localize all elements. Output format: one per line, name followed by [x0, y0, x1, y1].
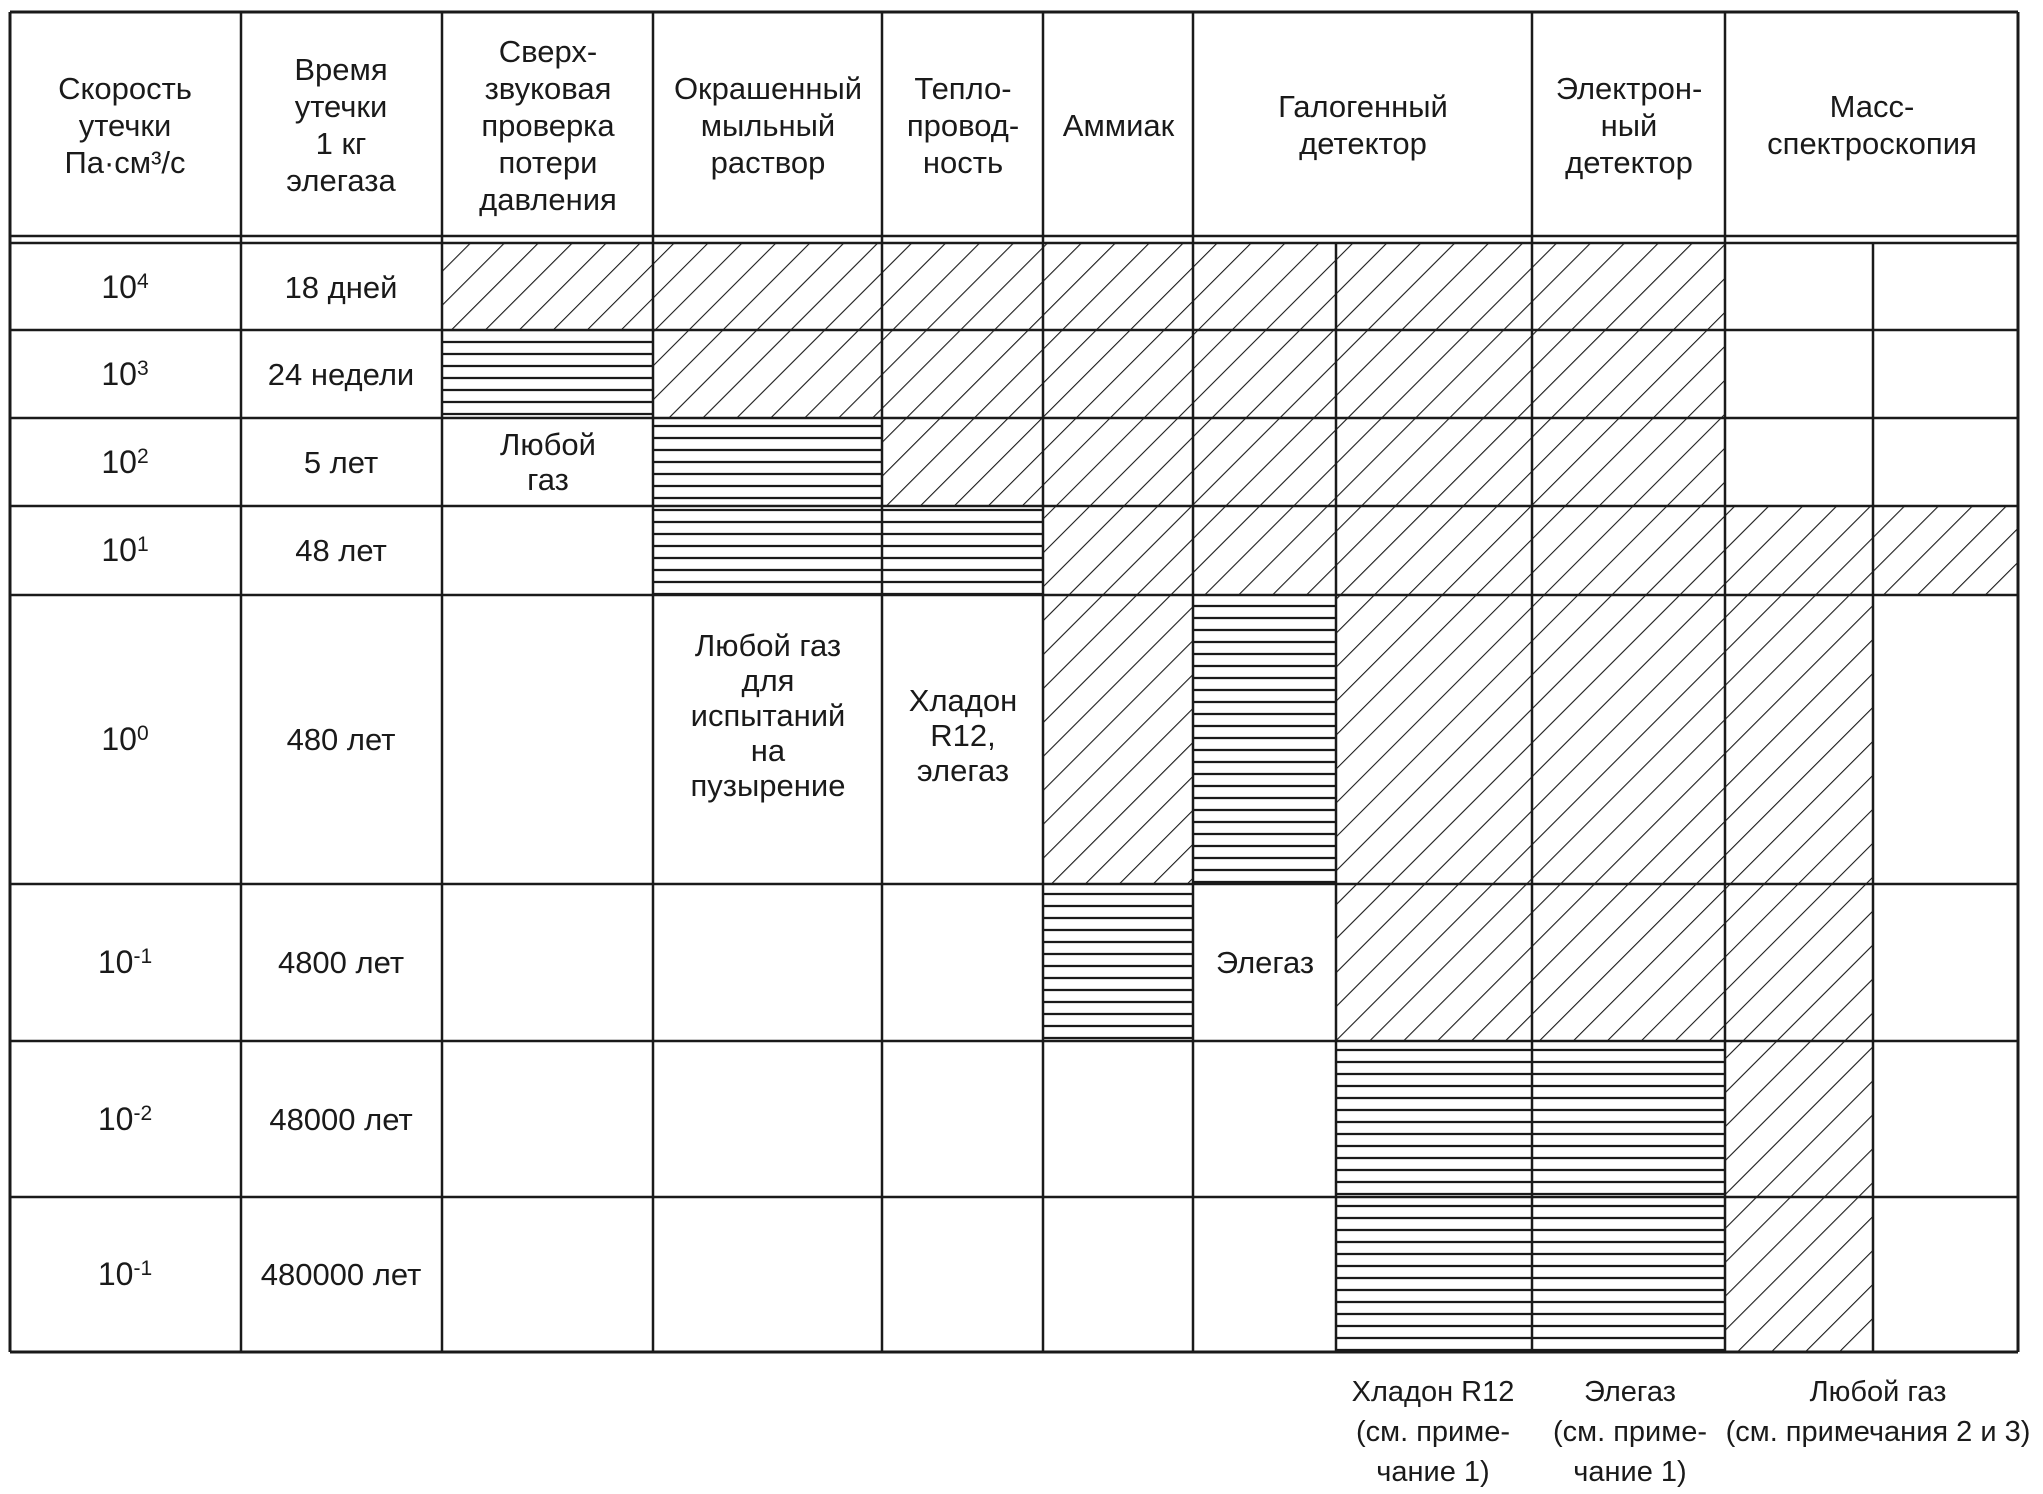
rate-cell: 10 $^4$	[101, 268, 149, 305]
thermal-range-diag	[883, 244, 1043, 506]
thermal-gas-label: Хладон R12, элегаз	[908, 682, 1018, 788]
header-ultrasonic: Сверх- звуковая проверка потери давления	[479, 33, 617, 217]
halogen-r12-range-diag	[1336, 244, 1532, 1041]
rate-cell: 10 $^2$	[101, 443, 149, 480]
time-cell: 48000 лет	[269, 1101, 413, 1137]
header-ammonia: Аммиак	[1062, 107, 1175, 143]
rate-cell: 10 $^0$	[101, 721, 149, 757]
halogen-sf6-range-diag	[1194, 244, 1336, 595]
halogen-sf6-range-horiz	[1194, 595, 1336, 884]
header-thermal-conductivity: Тепло- провод- ность	[906, 70, 1020, 180]
soap-any-gas-label: Любой газ для испытаний на пузырение	[690, 627, 846, 803]
ultrasonic-range-diag	[443, 244, 653, 330]
time-cell: 24 недели	[267, 356, 415, 392]
header-rate: Скорость утечки Па·см³/с	[58, 70, 192, 180]
header-halogen-detector: Галогенный детектор	[1278, 89, 1448, 161]
time-cell: 5 лет	[303, 444, 379, 480]
header-electronic-detector: Электрон- ный детектор	[1555, 70, 1703, 180]
rate-cell: 10 $^1$	[101, 532, 149, 568]
time-cell: 4800 лет	[277, 945, 405, 980]
time-cell: 48 лет	[295, 533, 387, 568]
footnote-any-gas: Любой газ (см. примечания 2 и 3)	[1725, 1376, 2031, 1448]
header-mass-spectroscopy: Масс- спектроскопия	[1767, 89, 1977, 161]
thermal-range-horiz	[883, 506, 1043, 595]
rate-cell: 10 $^{-1}$	[97, 1256, 153, 1292]
mass-range-diag-left	[1726, 595, 1873, 1352]
ultrasonic-any-gas-label: Любой газ	[500, 427, 596, 497]
ultrasonic-range-horiz	[443, 330, 653, 418]
header-time: Время утечки 1 кг элегаза	[286, 52, 396, 198]
ammonia-range-diag	[1044, 244, 1193, 884]
rate-cell: 10 $^{-1}$	[97, 944, 153, 980]
header-soap-solution: Окрашенный мыльный раствор	[673, 70, 863, 180]
time-cell: 480 лет	[286, 722, 396, 757]
rate-cell: 10 $^{-2}$	[97, 1100, 153, 1137]
time-cell: 480000 лет	[260, 1257, 422, 1292]
footnote-freon-r12: Хладон R12 (см. приме- чание 1)	[1351, 1376, 1515, 1488]
ammonia-range-horiz	[1044, 884, 1193, 1041]
time-cell: 18 дней	[284, 269, 398, 305]
rate-cell: 10 $^3$	[101, 355, 149, 392]
halogen-sf6-label: Элегаз	[1215, 944, 1315, 980]
footnote-sf6: Элегаз (см. приме- чание 1)	[1553, 1376, 1707, 1488]
electronic-range-diag	[1533, 244, 1725, 1041]
